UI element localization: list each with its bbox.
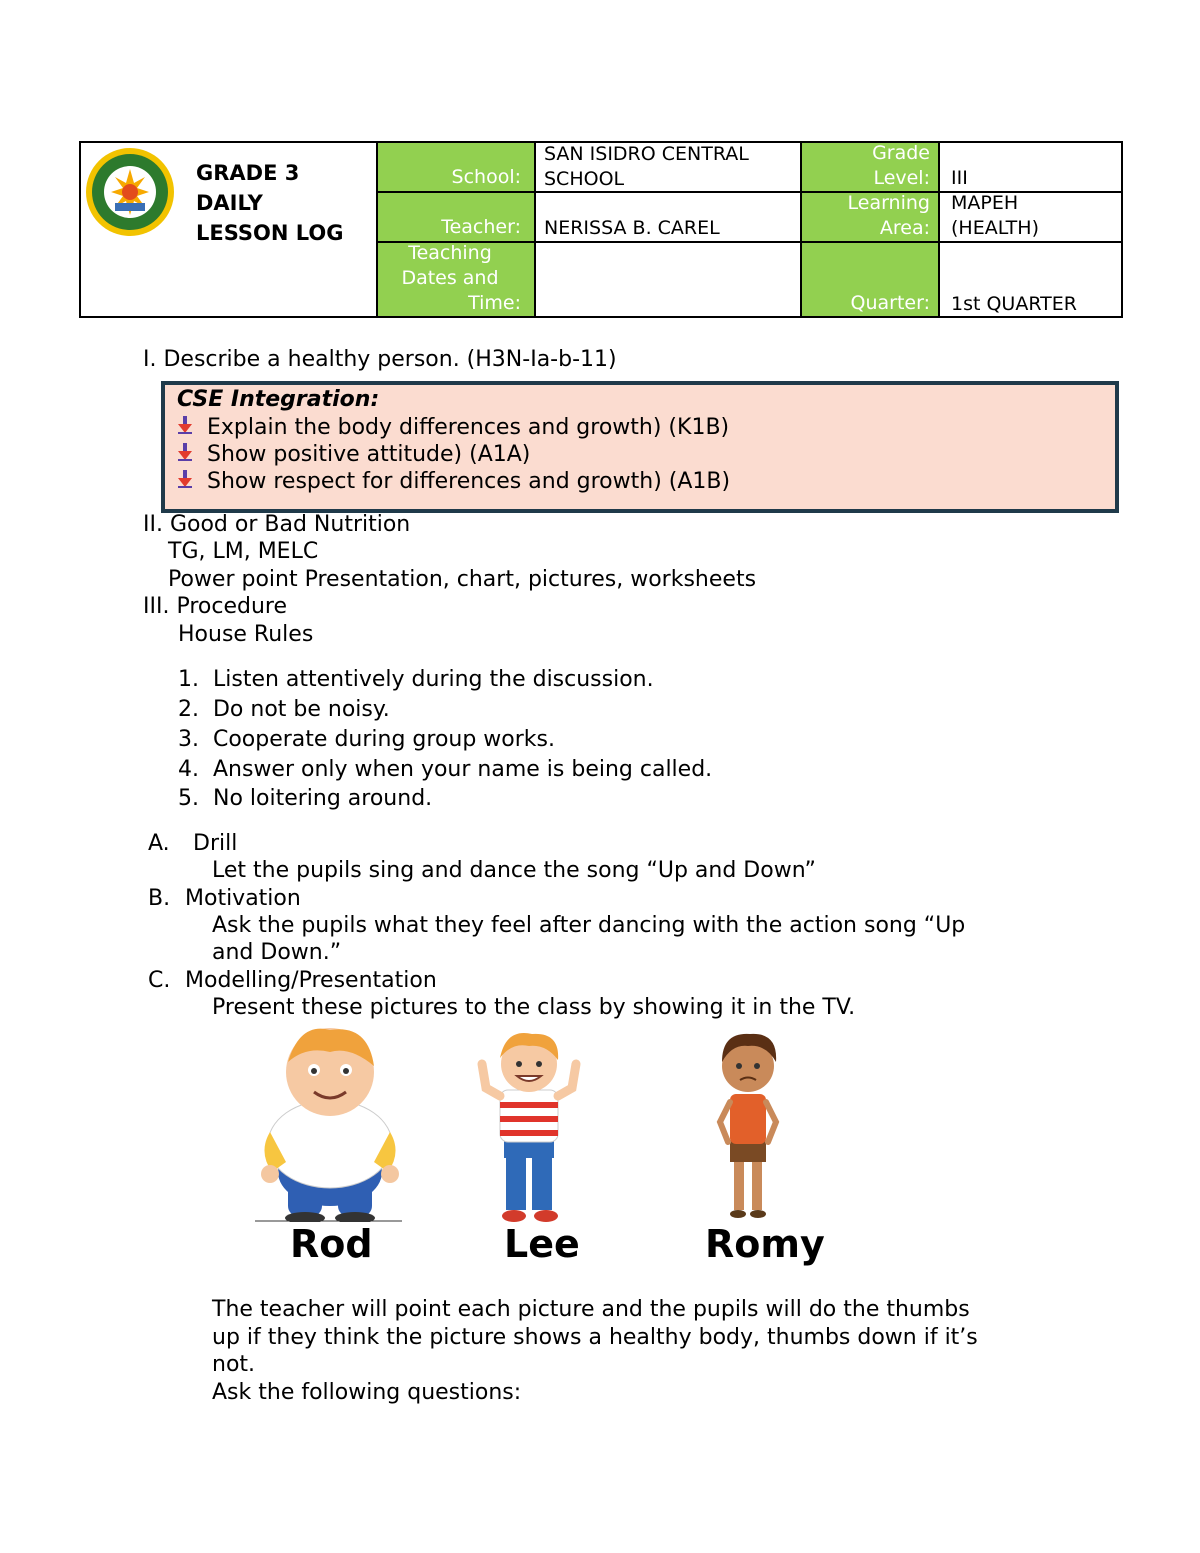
cse-integration-box: [161, 381, 1119, 513]
list-item: 1. Listen attentively during the discussion.: [178, 667, 654, 692]
grade-level-label: Grade Level:: [872, 142, 930, 189]
closing-text: Ask the following questions:: [212, 1380, 522, 1405]
teacher-label: Teacher:: [441, 216, 521, 238]
rod-overweight-illustration: [250, 1022, 410, 1222]
character-name-lee: Lee: [504, 1222, 580, 1266]
cse-item: Explain the body differences and growth) (K1B): [177, 414, 729, 441]
references: TG, LM, MELC: [168, 539, 319, 564]
teaching-dates-label: Teaching Dates and Time:: [401, 242, 521, 314]
character-name-rod: Rod: [290, 1222, 373, 1266]
list-item: 2. Do not be noisy.: [178, 697, 390, 722]
list-item: 5. No loitering around.: [178, 786, 433, 811]
school-value: SAN ISIDRO CENTRAL SCHOOL: [544, 143, 749, 190]
romy-underweight-illustration: [698, 1022, 798, 1222]
step-letter: B.: [148, 886, 171, 911]
step-title-motivation: Motivation: [185, 886, 301, 911]
step-title-modelling: Modelling/Presentation: [185, 968, 437, 993]
procedure-heading: III. Procedure: [143, 594, 287, 619]
materials: Power point Presentation, chart, pictures, worksheets: [168, 567, 757, 592]
cse-item: Show respect for differences and growth) (A1B): [177, 468, 730, 495]
list-item: 3. Cooperate during group works.: [178, 727, 555, 752]
character-name-romy: Romy: [705, 1222, 825, 1266]
school-label: School:: [451, 166, 521, 188]
grade-level-value: III: [951, 167, 968, 189]
step-letter: C.: [148, 968, 171, 993]
content-heading: II. Good or Bad Nutrition: [143, 512, 411, 537]
step-text: Let the pupils sing and dance the song “Up and Down”: [212, 858, 816, 883]
lee-healthy-illustration: [472, 1028, 587, 1226]
arrow-bullet-icon: [177, 441, 207, 468]
step-title-drill: Drill: [193, 831, 238, 856]
step-text: Ask the pupils what they feel after dancing with the action song “Up: [212, 913, 966, 938]
quarter-label: Quarter:: [850, 292, 930, 314]
step-text: Present these pictures to the class by showing it in the TV.: [212, 995, 856, 1020]
cse-item: Show positive attitude) (A1A): [177, 441, 530, 468]
school-seal-logo: [85, 147, 175, 237]
list-item: 4. Answer only when your name is being called.: [178, 757, 713, 782]
house-rules-heading: House Rules: [178, 622, 314, 647]
quarter-value: 1st QUARTER: [951, 293, 1077, 315]
closing-text: not.: [212, 1352, 256, 1377]
closing-text: up if they think the picture shows a healthy body, thumbs down if it’s: [212, 1325, 978, 1350]
closing-text: The teacher will point each picture and the pupils will do the thumbs: [212, 1297, 970, 1322]
objective: I. Describe a healthy person. (H3N-Ia-b-11): [143, 347, 617, 372]
arrow-bullet-icon: [177, 414, 207, 441]
step-text: and Down.”: [212, 940, 342, 965]
cse-title: CSE Integration:: [177, 387, 380, 412]
lesson-log-header-table: [79, 141, 1123, 318]
step-letter: A.: [148, 831, 170, 856]
arrow-bullet-icon: [177, 468, 207, 495]
teacher-value: NERISSA B. CAREL: [544, 217, 720, 239]
learning-area-label: Learning Area:: [847, 192, 930, 239]
lesson-log-title: GRADE 3 DAILY LESSON LOG: [196, 161, 344, 245]
learning-area-value: MAPEH (HEALTH): [951, 192, 1039, 239]
